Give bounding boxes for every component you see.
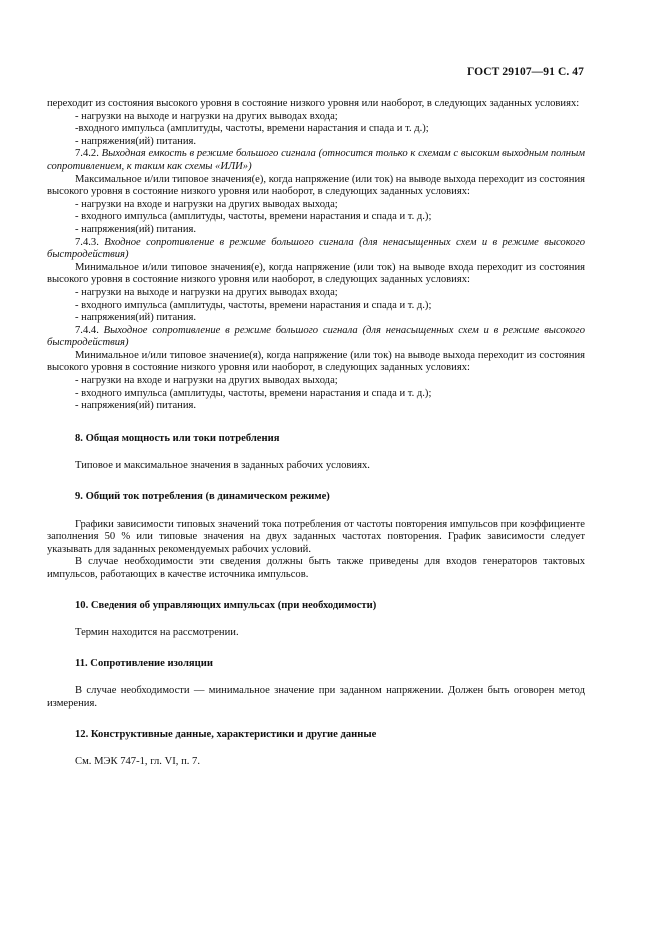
section-9-paragraph-1: Графики зависимости типовых значений тока потребления от частоты повторения импульсов при коэффициенте заполнения 50 % или типовые значения на двух заданных частотах повторения. График зависимости следует указывать для заданных рекомендуемых рабочих условий. <box>47 518 585 555</box>
document-body <box>47 98 585 769</box>
section-10-heading: 10. Сведения об управляющих импульсах (при необходимости) <box>75 599 377 611</box>
subsection-title: Выходное сопротивление в режиме большого сигнала (для ненасыщенных схем и в режиме высокого быстродействия) <box>47 324 585 349</box>
list-item: - нагрузки на входе и нагрузки на других выводах выхода; <box>75 198 338 210</box>
section-8-text: Типовое и максимальное значения в заданных рабочих условиях. <box>75 460 370 472</box>
subsection-number: 7.4.4. <box>75 324 99 336</box>
section-11-heading: 11. Сопротивление изоляции <box>75 657 213 669</box>
subsection-7-4-2-heading <box>47 148 585 173</box>
section-9-paragraph-2: В случае необходимости эти сведения должны быть также приведены для входов генераторов тактовых импульсов, работающих в качестве источника импульсов. <box>47 556 585 580</box>
subsection-7-4-3-heading <box>47 237 585 262</box>
section-11-text: В случае необходимости — минимальное значение при заданном напряжении. Должен быть оговорен метод измерения. <box>47 685 585 709</box>
section-8-heading: 8. Общая мощность или токи потребления <box>75 432 280 444</box>
subsection-number: 7.4.2. <box>75 148 99 160</box>
list-item: - нагрузки на выходе и нагрузки на других выводах входа; <box>75 110 338 122</box>
section-12-heading: 12. Конструктивные данные, характеристики и другие данные <box>75 728 377 740</box>
list-item: - нагрузки на входе и нагрузки на других выводах выхода; <box>75 375 338 387</box>
section-12-text: См. МЭК 747-1, гл. VI, п. 7. <box>75 756 200 768</box>
subsection-7-4-3-text: Минимальное и/или типовое значения(е), когда напряжение (или ток) на выводе входа переходит из состояния высокого уровня в состояние низкого уровня или наоборот, в следующих заданных условиях: <box>47 261 585 286</box>
list-item: -входного импульса (амплитуды, частоты, времени нарастания и спада и т. д.); <box>75 123 429 135</box>
continuation-paragraph: переходит из состояния высокого уровня в состояние низкого уровня или наоборот, в следующих заданных условиях: <box>47 98 580 109</box>
section-10-text: Термин находится на рассмотрении. <box>75 627 239 639</box>
list-item: - напряжения(ий) питания. <box>75 312 197 324</box>
subsection-number: 7.4.3. <box>75 236 99 248</box>
list-item: - напряжения(ий) питания. <box>75 135 197 147</box>
list-item: - нагрузки на выходе и нагрузки на других выводах входа; <box>75 286 338 298</box>
subsection-7-4-4-heading <box>47 325 585 350</box>
list-item: - входного импульса (амплитуды, частоты, времени нарастания и спада и т. д.); <box>75 299 432 311</box>
subsection-title: Входное сопротивление в режиме большого сигнала (для ненасыщенных схем и в режиме высокого быстродействия) <box>47 236 586 261</box>
section-9-heading: 9. Общий ток потребления (в динамическом режиме) <box>75 491 330 503</box>
list-item: - напряжения(ий) питания. <box>75 223 197 235</box>
list-item: - напряжения(ий) питания. <box>75 400 197 412</box>
running-header: ГОСТ 29107—91 С. 47 <box>466 66 584 78</box>
list-item: - входного импульса (амплитуды, частоты, времени нарастания и спада и т. д.); <box>75 387 432 399</box>
subsection-title: Выходная емкость в режиме большого сигнала (относится только к схемам с высоким выходным полным сопротивлением, к таким как схемы «ИЛИ») <box>47 148 585 172</box>
subsection-7-4-2-text: Максимальное и/или типовое значения(е), когда напряжение (или ток) на выводе выхода переходит из состояния высокого уровня в состояние низкого уровня или наоборот, в следующих заданных условиях: <box>47 173 585 198</box>
list-item: - входного импульса (амплитуды, частоты, времени нарастания и спада и т. д.); <box>75 211 432 223</box>
subsection-7-4-4-text: Минимальное и/или типовое значение(я), когда напряжение (или ток) на выводе выхода переходит из состояния высокого уровня в состояние низкого уровня или наоборот, в следующих заданных условиях: <box>47 349 585 374</box>
